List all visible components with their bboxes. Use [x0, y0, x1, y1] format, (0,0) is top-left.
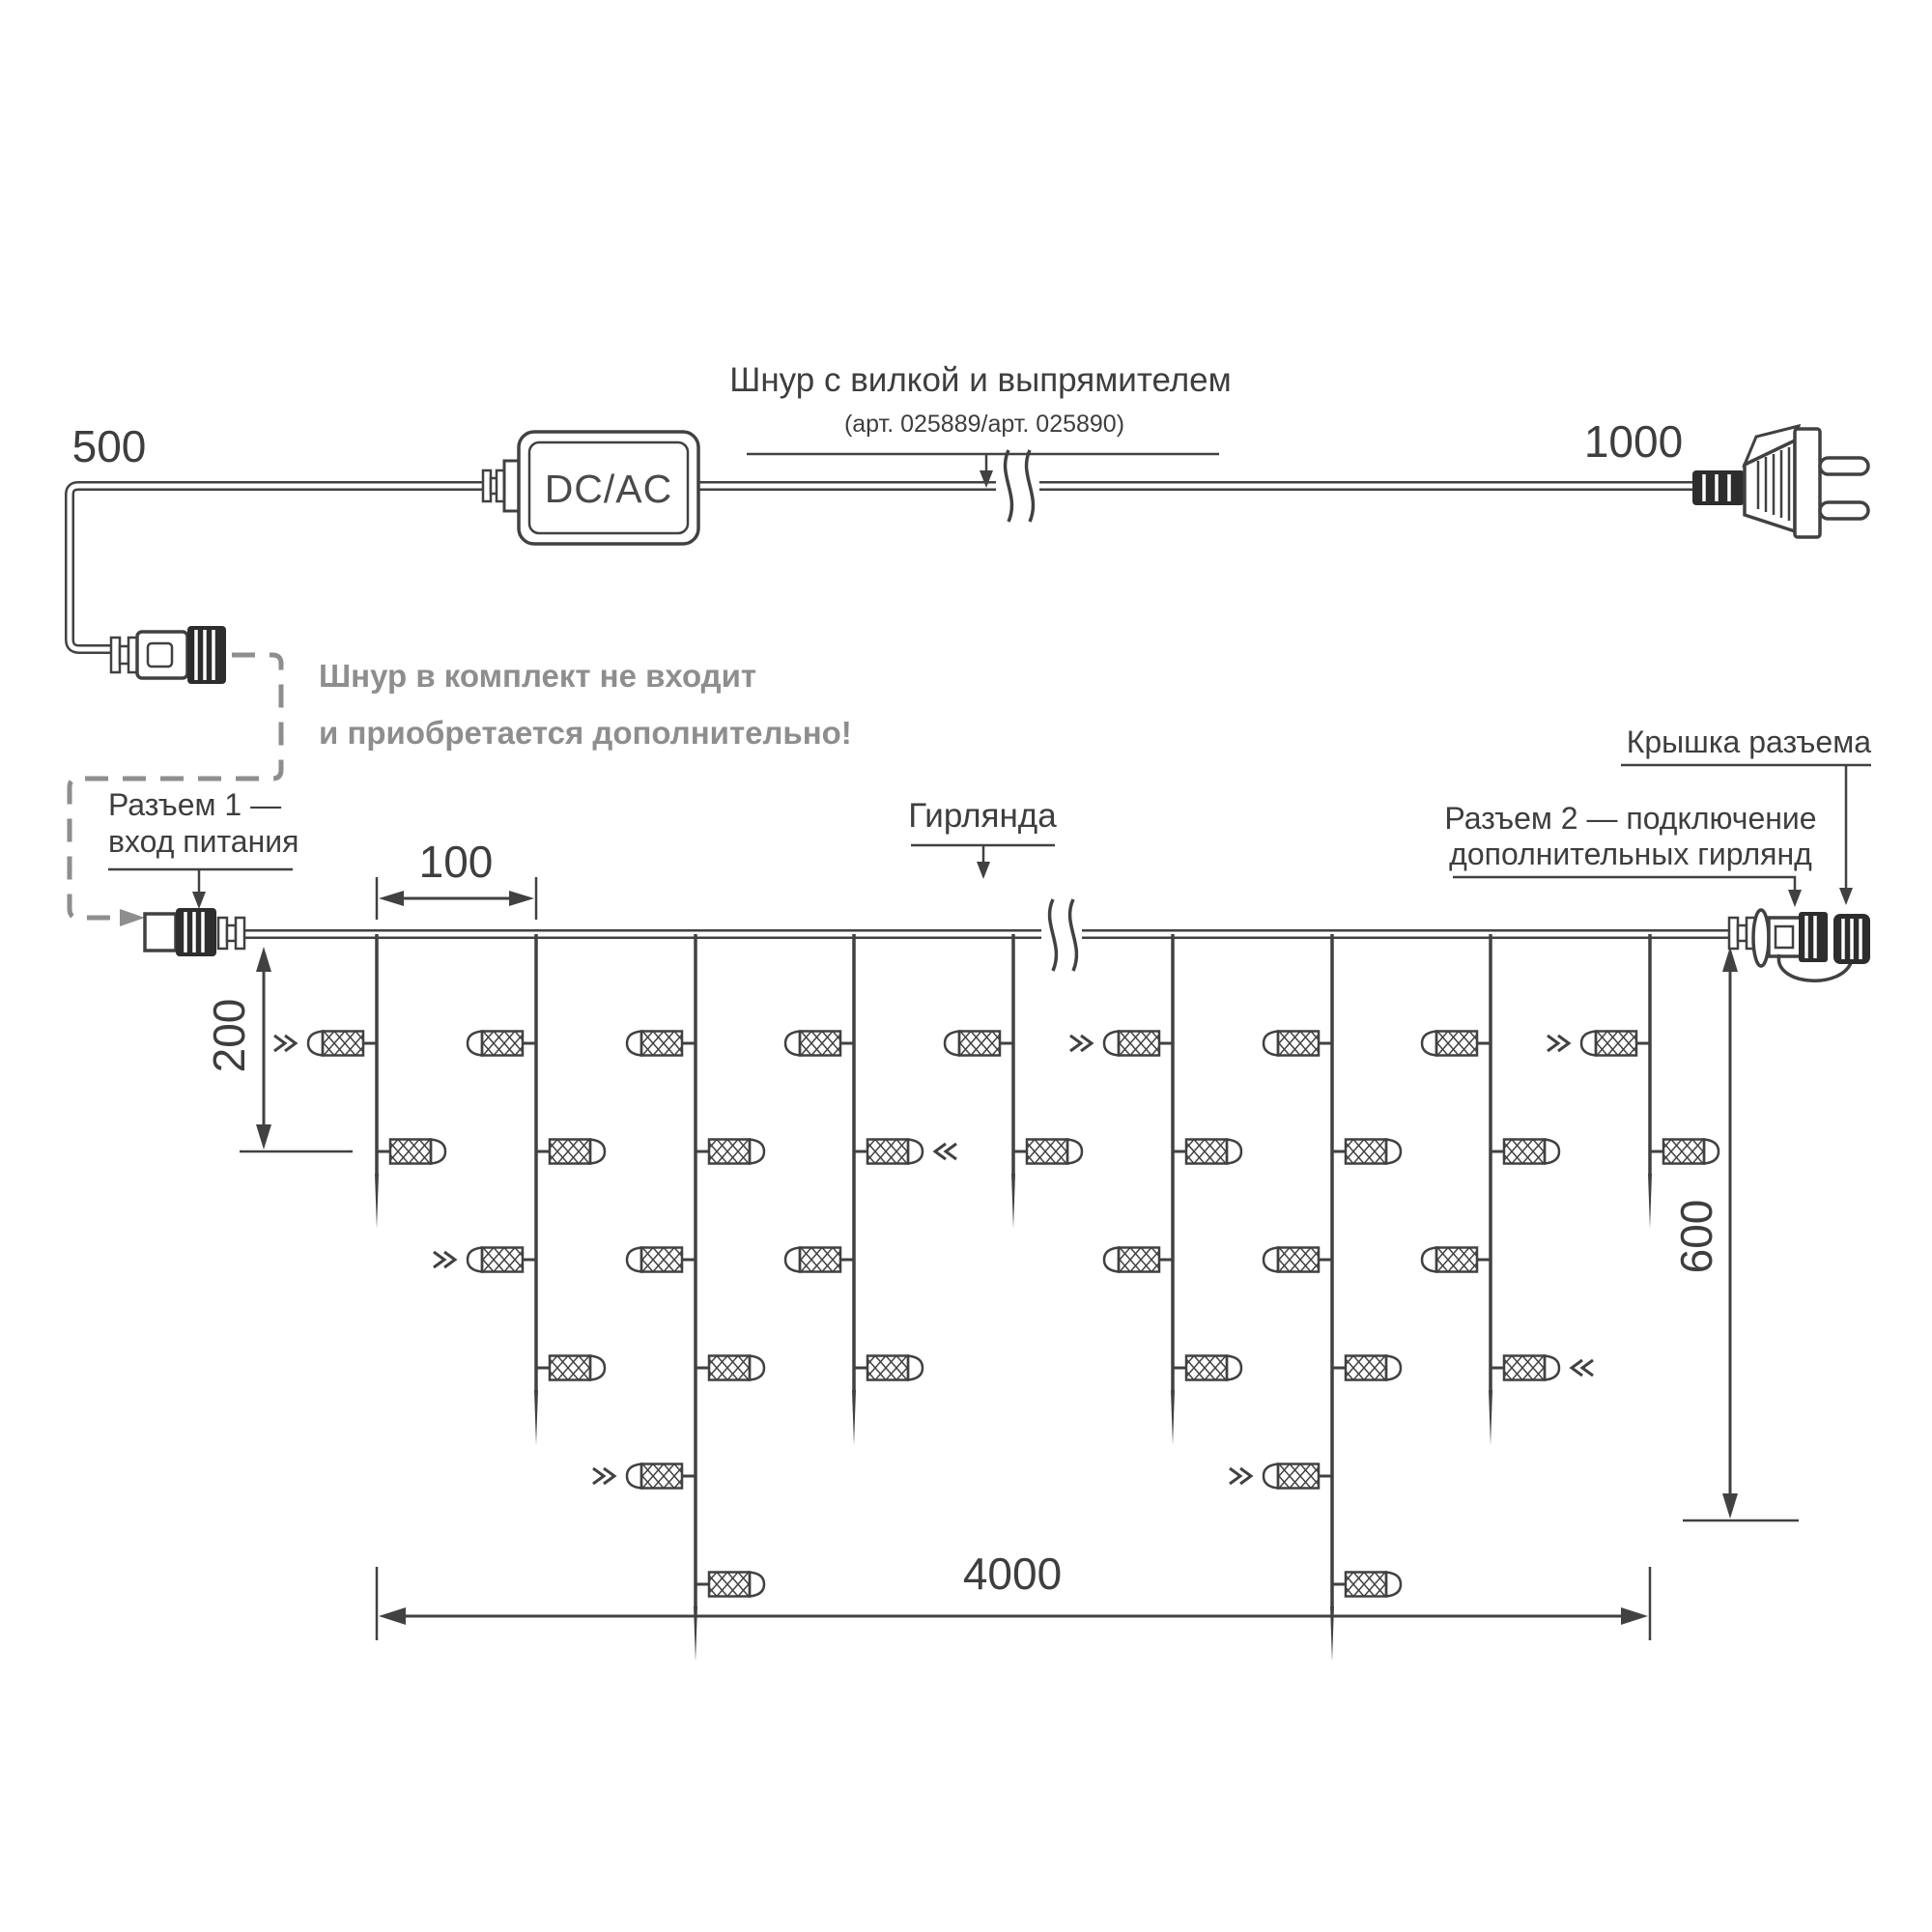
flash-arrow-icon: [935, 1144, 956, 1159]
icicle-strand: [1104, 934, 1241, 1445]
power-cord-wire: [70, 486, 1694, 649]
garland-callout: [908, 797, 1057, 879]
dim-600-label: 600: [1671, 1199, 1721, 1274]
dim-200-label: 200: [204, 998, 254, 1073]
icicle-strand: [627, 934, 764, 1662]
connector2-label-line2: дополнительных гирлянд: [1449, 837, 1812, 871]
flash-arrow-icon: [1070, 1036, 1092, 1051]
flash-arrow-icon: [1572, 1360, 1593, 1376]
garland-break-icon: [1041, 896, 1082, 974]
cord-subtitle-label: (арт. 025889/арт. 025890): [843, 411, 1125, 438]
flash-arrow-icon: [434, 1252, 455, 1267]
icicle-strand: [468, 934, 605, 1445]
connector-1: [145, 908, 244, 956]
connector1-label-line1: Разъем 1 —: [108, 787, 282, 822]
power-plug-icon: [1692, 426, 1868, 537]
note-line1: Шнур в комплект не входит: [319, 658, 757, 694]
flash-arrow-icon: [1230, 1468, 1251, 1484]
note-line2: и приобретается дополнительно!: [319, 715, 852, 751]
cap-label: Крышка разъема: [1626, 724, 1871, 759]
connector2-label-line1: Разъем 2 — подключение: [1444, 801, 1817, 836]
icicle-strand: [785, 934, 923, 1445]
dim-4000: [377, 1548, 1650, 1640]
icicle-strand: [1422, 934, 1559, 1445]
dim-500-label: 500: [71, 421, 147, 471]
dc-ac-converter: [483, 432, 698, 544]
icicle-strand: [1581, 934, 1719, 1229]
connector1-label-line2: вход питания: [108, 824, 299, 859]
dim-100-label: 100: [418, 837, 494, 887]
flash-arrow-icon: [593, 1468, 614, 1484]
cord-title-label: Шнур с вилкой и выпрямителем: [729, 361, 1232, 399]
icicle-strand: [1264, 934, 1401, 1662]
flash-arrow-icon: [274, 1036, 296, 1051]
cord-note: [319, 658, 852, 751]
dim-600: [1671, 947, 1799, 1520]
dim-4000-label: 4000: [962, 1548, 1063, 1599]
connector1-callout: [108, 787, 298, 909]
icicle-strand: [945, 934, 1082, 1229]
dim-100: [377, 837, 536, 920]
cord-end-connector: [111, 626, 226, 684]
cord-break-icon: [996, 447, 1039, 525]
icicle-strand: [308, 934, 445, 1229]
garland-label: Гирлянда: [908, 797, 1057, 835]
dim-1000-label: 1000: [1583, 416, 1684, 467]
connector-cap: [1833, 914, 1870, 964]
connector-2: [1729, 910, 1870, 980]
garland-section: [108, 724, 1871, 1662]
cord-title-callout: [729, 361, 1231, 488]
flash-arrow-icon: [1548, 1036, 1569, 1051]
converter-label: DC/AC: [544, 467, 673, 511]
connector2-callout: [1444, 801, 1816, 907]
